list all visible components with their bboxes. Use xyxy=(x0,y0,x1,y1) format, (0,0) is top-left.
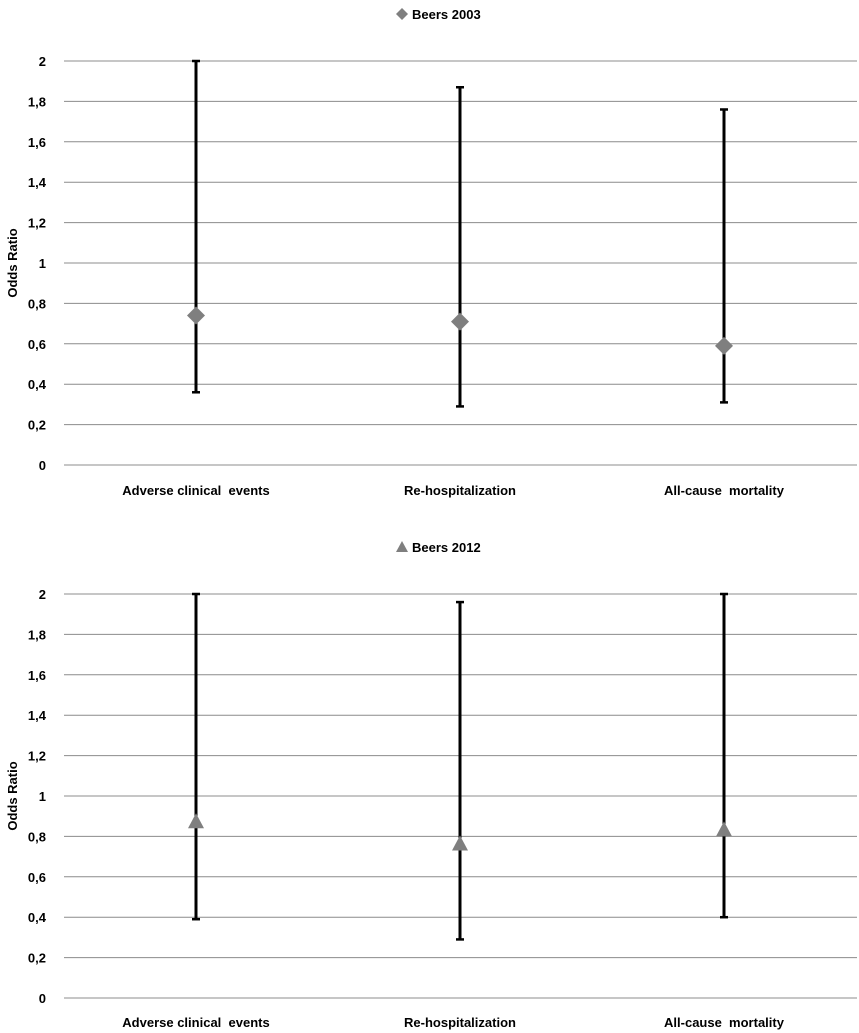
data-point-triangle xyxy=(452,835,468,850)
y-tick-label: 1,8 xyxy=(27,94,46,110)
y-tick-label: 0,2 xyxy=(27,417,46,433)
category-label: Adverse clinical events xyxy=(122,483,270,498)
y-tick-label: 0 xyxy=(38,458,46,473)
y-tick-label: 1,2 xyxy=(27,215,46,231)
category-label: Adverse clinical events xyxy=(122,1015,270,1030)
y-tick-label: 0,8 xyxy=(27,296,46,312)
y-tick-label: 0,8 xyxy=(27,829,46,845)
legend-diamond-marker xyxy=(396,8,408,20)
top-legend xyxy=(396,7,481,22)
category-label: All-cause mortality xyxy=(664,483,784,498)
y-tick-label: 2 xyxy=(38,587,46,602)
category-label: Re-hospitalization xyxy=(404,1015,516,1030)
y-axis-label: Odds Ratio xyxy=(5,761,20,831)
legend-label: Beers 2012 xyxy=(412,540,481,555)
chart-beers-2012 xyxy=(0,533,859,1033)
y-tick-label: 0,6 xyxy=(27,336,46,352)
category-label: All-cause mortality xyxy=(664,1015,784,1030)
y-tick-label: 1,8 xyxy=(27,627,46,643)
legend-triangle-marker xyxy=(396,541,408,552)
y-tick-label: 1,6 xyxy=(27,134,46,150)
data-point-triangle xyxy=(716,821,732,836)
category-label: Re-hospitalization xyxy=(404,483,516,498)
y-axis-label: Odds Ratio xyxy=(5,228,20,298)
y-tick-label: 0,2 xyxy=(27,950,46,966)
y-tick-label: 0,6 xyxy=(27,869,46,885)
y-tick-label: 0,4 xyxy=(27,910,46,926)
y-tick-label: 0,4 xyxy=(27,377,46,393)
y-tick-label: 1,4 xyxy=(27,708,46,724)
y-tick-label: 2 xyxy=(38,54,46,69)
data-point-diamond xyxy=(715,337,733,355)
data-point-diamond xyxy=(451,313,469,331)
y-tick-label: 1,2 xyxy=(27,748,46,764)
data-point-diamond xyxy=(187,307,205,325)
legend-label: Beers 2003 xyxy=(412,7,481,22)
y-tick-label: 1,4 xyxy=(27,175,46,191)
y-tick-label: 1 xyxy=(38,256,46,271)
y-tick-label: 1 xyxy=(38,789,46,804)
bottom-legend xyxy=(396,540,481,555)
chart-beers-2012-svg xyxy=(0,533,859,1033)
y-tick-label: 1,6 xyxy=(27,667,46,683)
data-point-triangle xyxy=(188,813,204,828)
y-tick-label: 0 xyxy=(38,991,46,1006)
